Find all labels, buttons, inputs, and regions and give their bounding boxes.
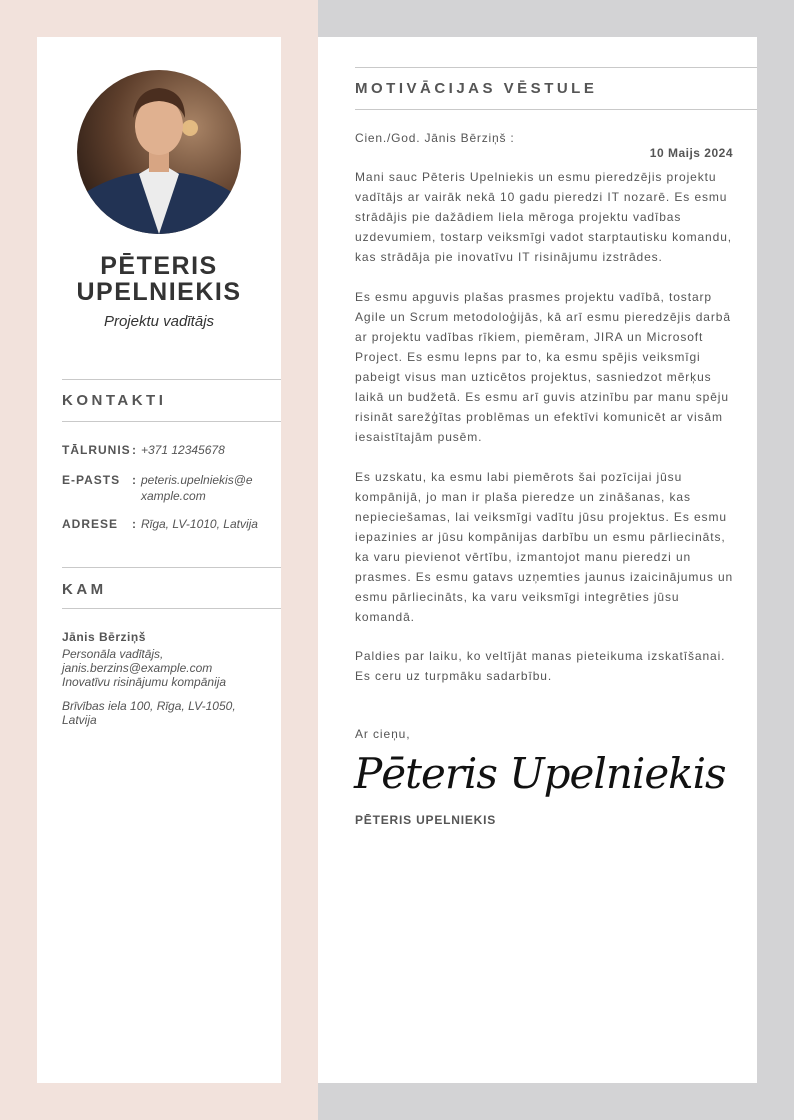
recipient-email: janis.berzins@example.com	[62, 661, 213, 675]
paragraph-3: Es uzskatu, ka esmu labi piemērots šai pozīcijai jūsu kompānijā, jo man ir plaša pieredze un zināšanas, kas nepieciešamas, lai veiksmīgi vadītu jūsu projektus. Es esmu iepazinies ar jūsu kompānijas darbību un esmu pārliecināts, ka varu pievienot vērtību, izmantojot manu pieredzi un prasmes. Es esmu gatavs uzņemties jaunus izaicinājumus un esmu pārliecināts, ka varu veiksmīgi integrēties jūsu komandā.	[355, 470, 734, 624]
divider	[62, 379, 281, 380]
recipient-company: Inovatīvu risinājumu kompānija	[62, 675, 227, 689]
recipient-heading: KAM	[62, 581, 107, 598]
label-colon: :	[132, 443, 136, 457]
salutation: Cien./God. Jānis Bērziņš :	[355, 131, 515, 145]
letter-title: MOTIVĀCIJAS VĒSTULE	[355, 80, 598, 97]
name-line-1: PĒTERIS	[100, 252, 218, 280]
phone-value: +371 12345678	[141, 443, 225, 457]
paragraph-1: Mani sauc Pēteris Upelniekis un esmu pieredzējis projektu vadītājs ar vairāk nekā 10 gadu pieredzi IT nozarē. Es esmu strādājis pie dažādiem liela mēroga projektu vadības uzdevumiem, tostarp veiksmīgi vadot starptautisku komandu, kas strādāja pie inovatīvu IT risinājumu izstrādes.	[355, 170, 733, 264]
letter-date: 10 Maijs 2024	[649, 146, 733, 160]
address-value: Rīga, LV-1010, Latvija	[141, 517, 258, 531]
recipient-address: Brīvības iela 100, Rīga, LV-1050, Latvija	[62, 699, 236, 727]
sidebar	[37, 37, 281, 1083]
divider	[355, 67, 757, 68]
divider	[62, 421, 281, 422]
signature-name: PĒTERIS UPELNIEKIS	[355, 813, 497, 827]
name-line-2: UPELNIEKIS	[76, 278, 242, 306]
candidate-name	[37, 253, 281, 305]
label-colon: :	[132, 473, 136, 487]
divider	[62, 567, 281, 568]
label-colon: :	[132, 517, 136, 531]
contacts-heading: KONTAKTI	[62, 392, 167, 409]
email-label: E-PASTS	[62, 473, 121, 487]
address-label: ADRESE	[62, 517, 119, 531]
divider	[62, 608, 281, 609]
signature: Pēteris Upelniekis	[354, 749, 726, 798]
email-value: peteris.upelniekis@e xample.com	[141, 473, 253, 503]
paragraph-4: Paldies par laiku, ko veltījāt manas pieteikuma izskatīšanai. Es ceru uz turpmāku sadarbību.	[355, 649, 726, 683]
paragraph-2: Es esmu apguvis plašas prasmes projektu vadībā, tostarp Agile un Scrum metodoloģijās, kā arī esmu pieredzējis darbā ar projektu vadības rīkiem, piemēram, JIRA un Microsoft Project. Es esmu lepns par to, ka esmu spējis veiksmīgi pabeigt visus man uzticētos projektus, sasniedzot mērķus laikā un budžetā. Es esmu arī guvis atzinību par manu spēju risināt sarežģītas problēmas un efektīvi komunicēt ar visām iesaistītajām pusēm.	[355, 290, 731, 444]
candidate-role: Projektu vadītājs	[103, 313, 215, 330]
recipient-name: Jānis Bērziņš	[62, 630, 146, 644]
divider	[355, 109, 757, 110]
recipient-position: Personāla vadītājs,	[62, 647, 164, 661]
phone-label: TĀLRUNIS	[62, 443, 131, 457]
letter-panel	[318, 37, 757, 1083]
profile-photo	[77, 70, 241, 234]
closing: Ar cieņu,	[355, 727, 411, 741]
